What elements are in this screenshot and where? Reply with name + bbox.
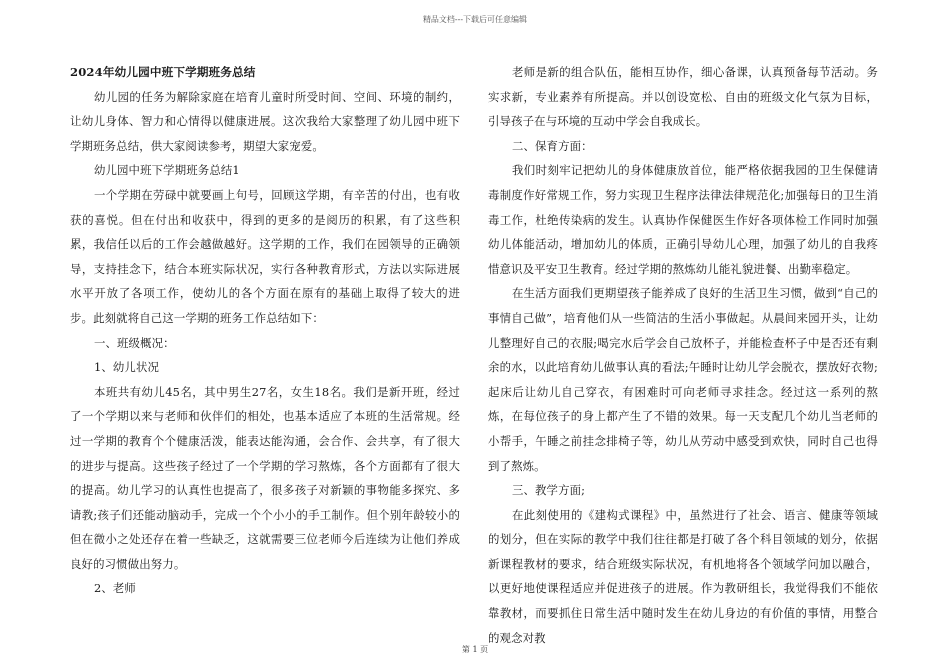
section-heading: 2、老师: [93, 581, 136, 596]
paragraph: 在此刻使用的《建构式课程》中，虽然进行了社会、语言、健康等领域的划分，但在实际的教学中我们往往都是打破了各个科目领域的划分，依据新课程教材的要求，结合班级实际状况，有机地将各个领域学问加以融合，以更好地使课程适应并促进孩子的进展。作为教研组长，我觉得我们不能依靠教材，而要抓住日常生活中随时发生在幼儿身边的有价值的事情，用整合的观念对教: [488, 507, 878, 645]
left-column: [70, 60, 460, 601]
page-number: 第 1 页: [461, 645, 489, 654]
paragraph: 在生活方面我们更期望孩子能养成了良好的生活卫生习惯，做到“自己的事情自己做”，培育他们从一些简洁的生活小事做起。从晨间来园开头，让幼儿整理好自己的衣服;喝完水后学会自己放杯子，并能检查杯子中是否还有剩余的水，以此培育幼儿做事认真的看法;午睡时让幼儿学会脱衣，摆放好衣物;起床后让幼儿自己穿衣，有困难时可向老师寻求挂念。经过这一系列的熬炼，在每位孩子的身上都产生了不错的效果。每一天支配几个幼儿当老师的小帮手，午睡之前挂念排椅子等，幼儿从劳动中感受到欢快，同时自己也得到了熬炼。: [488, 286, 878, 473]
header-note: 精品文档---下载后可任意编辑: [422, 15, 528, 24]
paragraph: 幼儿园的任务为解除家庭在培育儿童时所受时间、空间、环境的制约，让幼儿身体、智力和心情得以健康进展。这次我给大家整理了幼儿园中班下学期班务总结，供大家阅读参考，期望大家宠爱。: [70, 89, 460, 153]
section-heading: 二、保育方面：: [511, 138, 593, 153]
right-column: [488, 60, 878, 650]
paragraph: 老师是新的组合队伍，能相互协作，细心备课，认真预备每节活动。务实求新，专业素养有所提高。并以创设宽松、自由的班级文化气氛为目标，引导孩子在与环境的互动中学会自我成长。: [488, 65, 878, 129]
section-heading: 一、班级概况：: [93, 335, 175, 350]
section-heading: 1、幼儿状况: [93, 360, 160, 375]
paragraph: 本班共有幼儿45名，其中男生27名，女生18名。我们是新开班，经过了一个学期以来与老师和伙伴们的相处，也基本适应了本班的生活常规。经过一学期的教育个个健康活泼，能表达能沟通，会合作、会共享，有了很大的进步与提高。这些孩子经过了一个学期的学习熬炼，各个方面都有了很大的提高。幼儿学习的认真性也提高了，很多孩子对新颖的事物能多探究、多请教;孩子们还能动脑动手，完成一个个小小的手工制作。但个别年龄较小的但在微小之处还存在着一些缺乏，这就需要三位老师今后连续为让他们养成良好的习惯做出努力。: [70, 384, 460, 571]
paragraph: 一个学期在劳碌中就要画上句号，回顾这学期，有辛苦的付出，也有收获的喜悦。但在付出和收获中，得到的更多的是阅历的积累，有了这些积累，我信任以后的工作会越做越好。这学期的工作，我们在园领导的正确领导，支持挂念下，结合本班实际状况，实行各种教育形式，方法以实际进展水平开放了各项工作，使幼儿的各个方面在原有的基础上取得了较大的进步。此刻就将自己这一学期的班务工作总结如下：: [70, 187, 460, 325]
section-heading: 三、教学方面;: [511, 483, 586, 498]
section-heading: 幼儿园中班下学期班务总结1: [93, 163, 240, 178]
document-title: 2024年幼儿园中班下学期班务总结: [70, 65, 256, 79]
paragraph: 我们时刻牢记把幼儿的身体健康放首位，能严格依据我园的卫生保健请毒制度作好常规工作，努力实现卫生程序法律法律规范化;加强每日的卫生消毒工作，杜绝传染病的发生。认真协作保健医生作好各项体检工作同时加强幼儿体能活动，增加幼儿的体质，正确引导幼儿心理，加强了幼儿的自我疼惜意识及平安卫生教育。经过学期的熬炼幼儿能礼貌进餐、出勤率稳定。: [488, 163, 878, 276]
